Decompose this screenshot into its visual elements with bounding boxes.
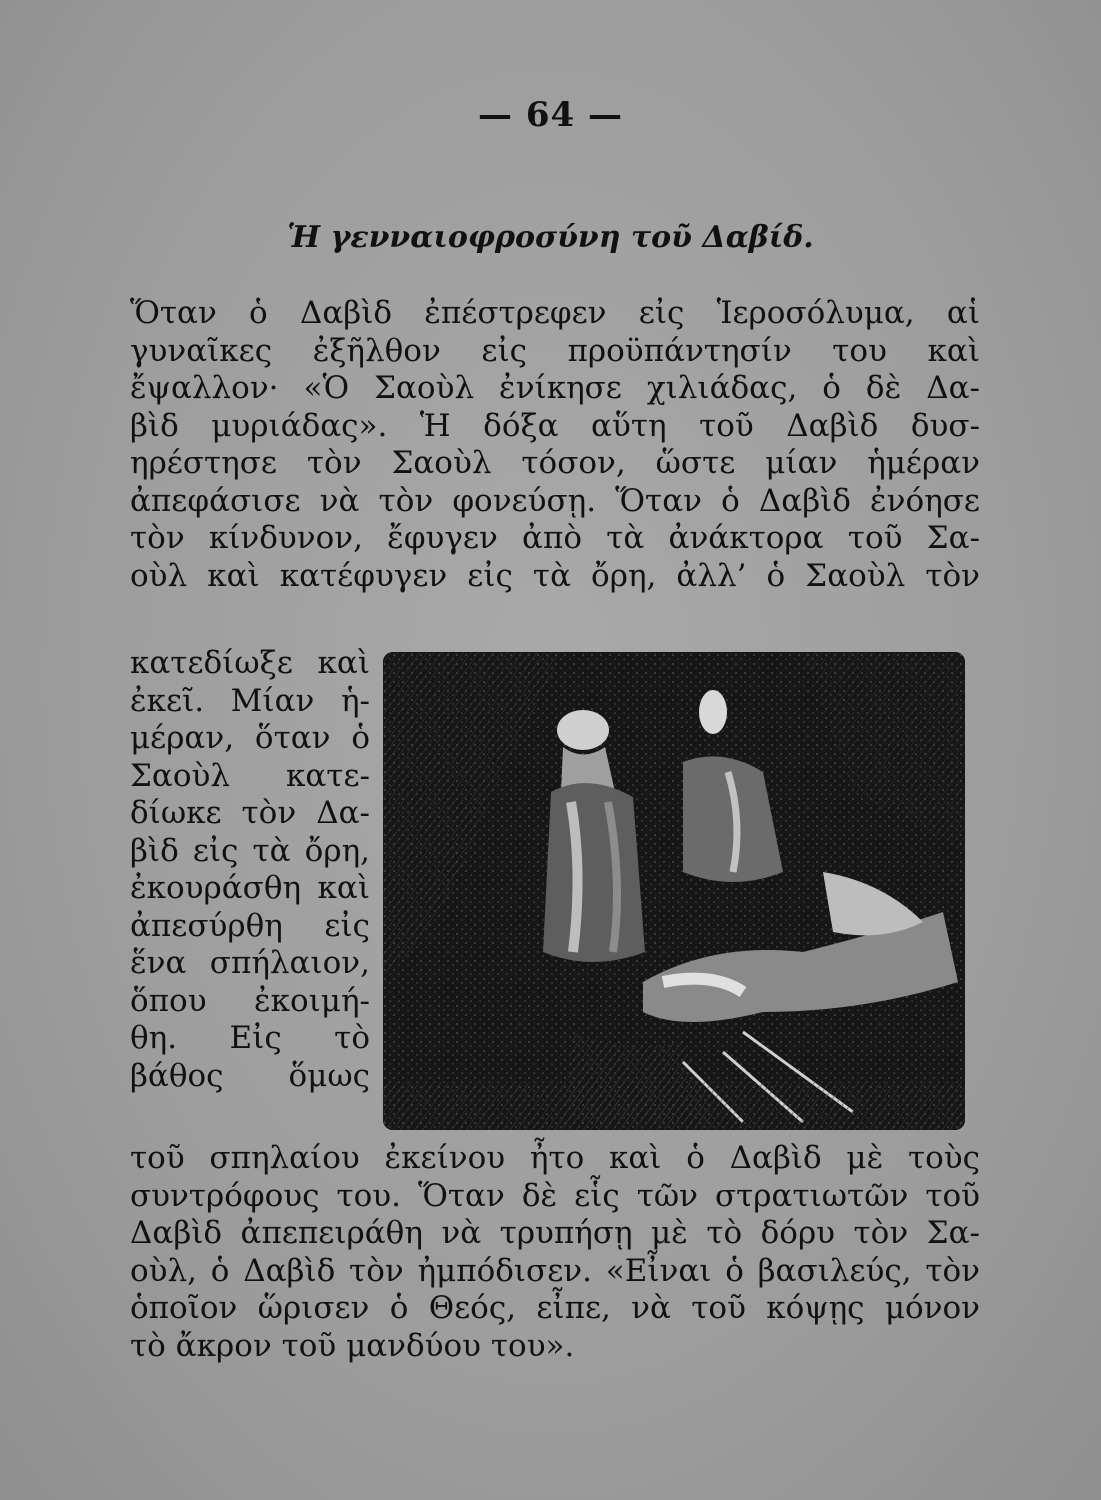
engraving-cave-scene-icon: [383, 652, 965, 1130]
page-number: — 64 —: [478, 95, 623, 135]
text-line: θη. Εἰς τὸ: [130, 1020, 370, 1056]
text-line: ἔψαλλον· «Ὁ Σαοὺλ ἐνίκησε χιλιάδας, ὁ δὲ Δα-: [130, 370, 980, 406]
text-line: ἕνα σπήλαιον,: [130, 945, 370, 981]
text-line: βάθος ὅμως: [130, 1057, 370, 1094]
text-line: Δαβὶδ ἀπεπειράθη νὰ τρυπήσῃ μὲ τὸ δόρυ τὸν Σα-: [130, 1215, 980, 1251]
text-line: ὅπου ἐκοιμή-: [130, 982, 370, 1019]
text-line: ἐκεῖ. Μίαν ἡ-: [130, 682, 370, 719]
text-line: ηρέστησε τὸν Σαοὺλ τόσον, ὥστε μίαν ἡμέραν: [130, 445, 980, 481]
paragraph-side: [130, 645, 370, 1095]
text-line: μέραν, ὅταν ὁ: [130, 720, 370, 756]
text-line: βὶδ εἰς τὰ ὄρη,: [130, 832, 370, 869]
text-line: ἐκουράσθη καὶ: [130, 870, 370, 906]
text-line: γυναῖκες ἐξῆλθον εἰς προϋπάντησίν του καὶ: [130, 332, 980, 369]
text-line: δίωκε τὸν Δα-: [130, 795, 370, 831]
text-line: ἀπεσύρθη εἰς: [130, 907, 370, 944]
text-line: Σαοὺλ κατε-: [130, 757, 370, 794]
text-line: ἀπεφάσισε νὰ τὸν φονεύσῃ. Ὅταν ὁ Δαβὶδ ἐνόησε: [130, 482, 980, 519]
text-line: τοῦ σπηλαίου ἐκείνου ἦτο καὶ ὁ Δαβὶδ μὲ τοὺς: [130, 1140, 980, 1176]
text-line: οὺλ καὶ κατέφυγεν εἰς τὰ ὄρη, ἀλλ’ ὁ Σαοὺλ τὸν: [130, 557, 980, 594]
text-line: οὺλ, ὁ Δαβὶδ τὸν ἠμπόδισεν. «Εἶναι ὁ βασιλεύς, τὸν: [130, 1252, 980, 1289]
text-line: τὸν κίνδυνον, ἔφυγεν ἀπὸ τὰ ἀνάκτορα τοῦ Σα-: [130, 520, 980, 556]
chapter-title: Ἡ γενναιοφροσύνη τοῦ Δαβίδ.: [287, 220, 814, 255]
text-line: ὁποῖον ὥρισεν ὁ Θεός, εἶπε, νὰ τοῦ κόψῃς μόνον: [130, 1290, 980, 1326]
cave-illustration: [383, 652, 965, 1130]
text-line: τὸ ἄκρον τοῦ μανδύου του».: [130, 1327, 575, 1364]
text-line: Ὅταν ὁ Δαβὶδ ἐπέστρεφεν εἰς Ἱεροσόλυμα, αἱ: [130, 295, 980, 331]
text-line: κατεδίωξε καὶ: [130, 645, 370, 681]
paragraph-top: [130, 295, 980, 595]
text-line: βὶδ μυριάδας». Ἡ δόξα αὕτη τοῦ Δαβὶδ δυσ-: [130, 407, 980, 444]
text-line: συντρόφους του. Ὅταν δὲ εἷς τῶν στρατιωτῶν τοῦ: [130, 1177, 980, 1214]
paragraph-bottom: [130, 1140, 980, 1365]
